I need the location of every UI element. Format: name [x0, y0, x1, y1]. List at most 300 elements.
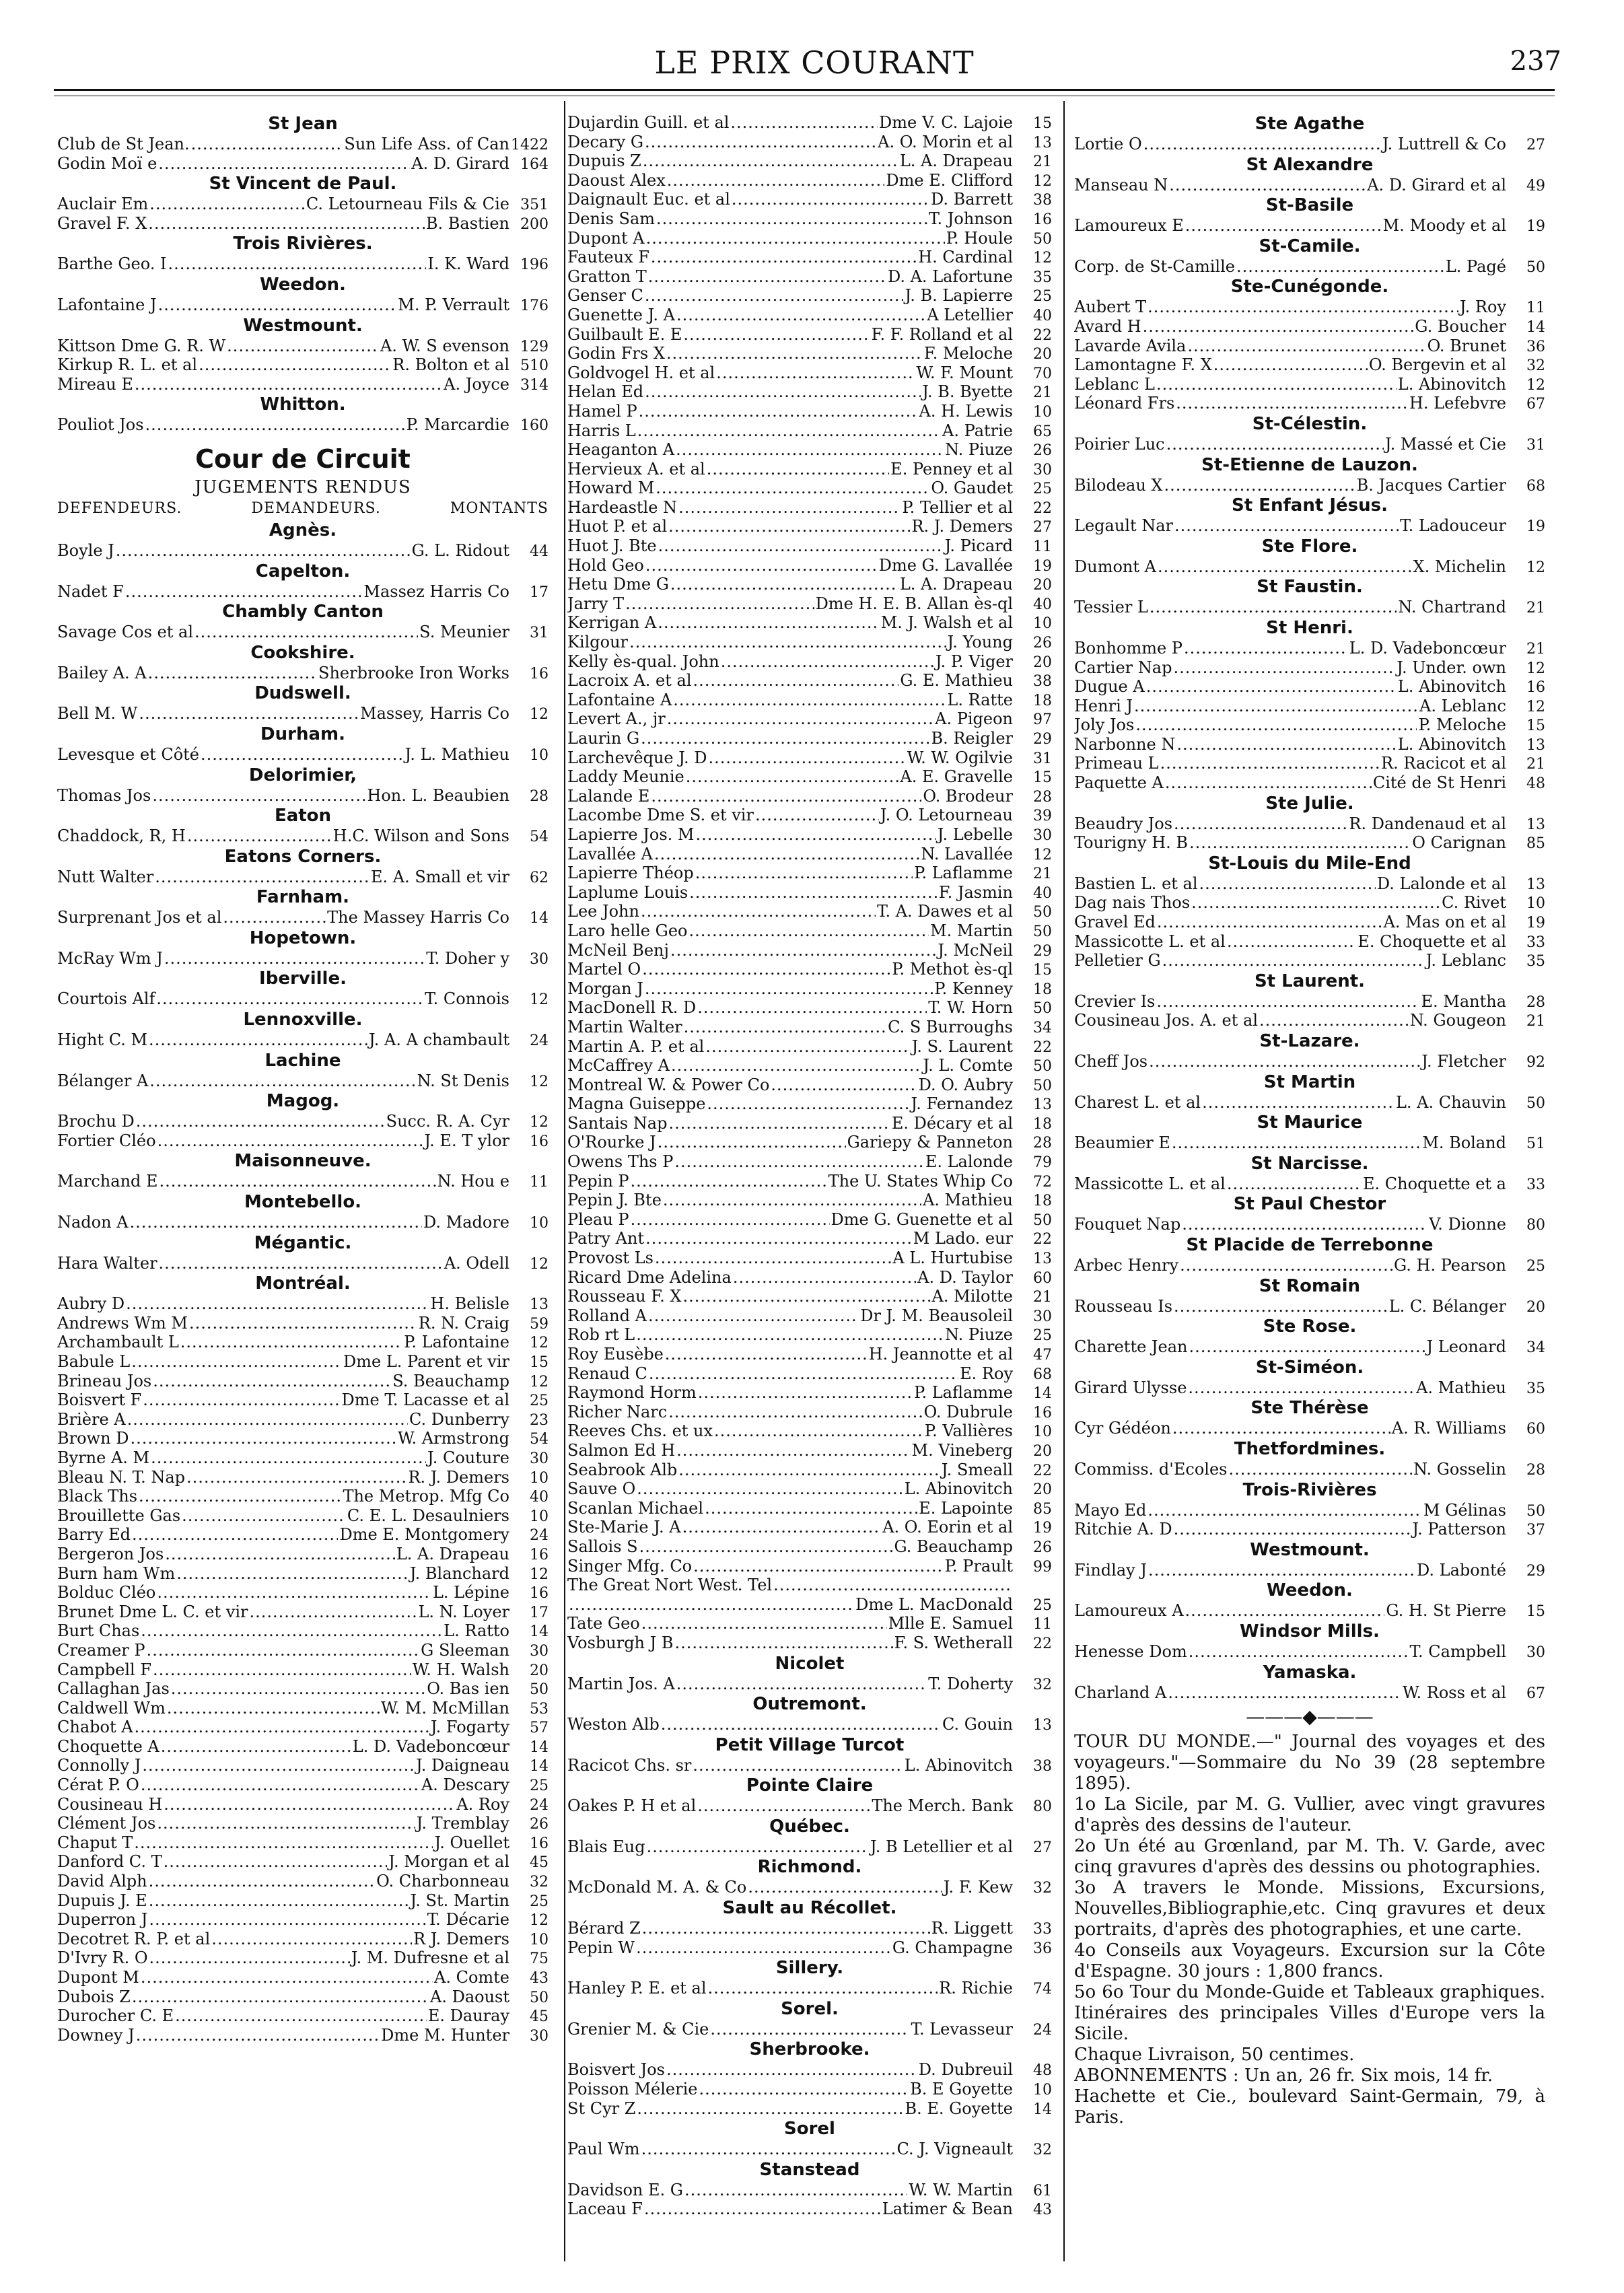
- judgment-entry: [567, 1114, 1052, 1133]
- plaintiff: L. Abinovitch: [904, 1755, 1013, 1775]
- defendant: Narbonne N: [1074, 734, 1176, 754]
- judgment-entry: [57, 1583, 549, 1602]
- judgment-entry: [567, 941, 1052, 960]
- plaintiff: C. E. L. Desaulniers: [347, 1506, 509, 1525]
- defendant: Brouillette Gas: [57, 1506, 181, 1525]
- amount: 17: [530, 1604, 549, 1621]
- judgment-entry: [567, 787, 1052, 806]
- amount: 200: [520, 215, 549, 233]
- leader-dots: [139, 1487, 341, 1506]
- amount: 38: [1033, 192, 1052, 209]
- leader-dots: [670, 575, 898, 594]
- judgment-entry: [57, 1213, 549, 1232]
- judgment-entry: [57, 1564, 549, 1584]
- amount: 10: [530, 1508, 549, 1525]
- plaintiff: J. A. A chambault: [369, 1030, 509, 1050]
- leader-dots: [1150, 598, 1397, 616]
- judgment-entry: [567, 1479, 1052, 1499]
- defendant: David Alph: [57, 1872, 147, 1891]
- amount: 176: [520, 297, 549, 314]
- plaintiff: N. Piuze: [945, 1325, 1013, 1345]
- judgment-entry: [1074, 1378, 1545, 1398]
- amount: 62: [530, 869, 549, 886]
- defendant: Lamoureux A: [1074, 1601, 1184, 1621]
- plaintiff: H. Cardinal: [918, 248, 1013, 267]
- judgment-entry: [57, 1679, 549, 1699]
- judgment-entry: [1074, 176, 1545, 195]
- leader-dots: [152, 786, 365, 805]
- defendant: Connolly J: [57, 1756, 141, 1775]
- plaintiff: O. Brodeur: [923, 786, 1013, 806]
- section-heading: Richmond.: [757, 1857, 862, 1878]
- plaintiff: The Merch. Bank: [872, 1796, 1013, 1816]
- section-heading: St-Lazare.: [1259, 1031, 1360, 1051]
- amount: 16: [1033, 211, 1052, 228]
- plaintiff: E. Choquette et a: [1363, 1174, 1506, 1193]
- judgment-entry: [57, 1833, 549, 1853]
- defendant: Morgan J: [567, 979, 643, 998]
- amount: 15: [530, 1354, 549, 1371]
- amount: 25: [1033, 481, 1052, 498]
- leader-dots: [676, 1674, 927, 1693]
- judgment-entry: [567, 1133, 1052, 1152]
- leader-dots: [668, 1114, 890, 1133]
- amount: 314: [520, 376, 549, 394]
- plaintiff: J. Luttrell & Co: [1382, 135, 1506, 153]
- amount: 50: [1033, 904, 1052, 921]
- leader-dots: [1259, 1011, 1409, 1030]
- leader-dots: [709, 748, 906, 767]
- plaintiff: N. St Denis: [417, 1071, 509, 1090]
- amount: 48: [1033, 2062, 1052, 2080]
- judgment-entry: [57, 1545, 549, 1564]
- plaintiff: A. D. Taylor: [917, 1267, 1013, 1287]
- judgment-entry: [567, 633, 1052, 652]
- judgment-entry: [567, 1460, 1052, 1480]
- plaintiff: M. J. Walsh et al: [880, 613, 1013, 633]
- leader-dots: [1185, 216, 1382, 235]
- defendant: Lamontagne F. X: [1074, 355, 1212, 375]
- leader-dots: [656, 479, 929, 497]
- defendant: Henri J: [1074, 696, 1133, 715]
- leader-dots: [182, 1506, 346, 1525]
- defendant: Nadon A: [57, 1213, 129, 1232]
- plaintiff: E. A. Small et vir: [370, 867, 509, 886]
- judgment-entry: [1074, 658, 1545, 678]
- judgment-entry: [567, 517, 1052, 536]
- leader-dots: [683, 325, 870, 344]
- defendant: Barry Ed: [57, 1525, 131, 1545]
- leader-dots: [223, 908, 326, 927]
- plaintiff: A. Milotte: [931, 1287, 1013, 1306]
- judgment-entry: [567, 1674, 1052, 1694]
- defendant: Caldwell Wm: [57, 1698, 166, 1718]
- defendant: McDonald M. A. & Co: [567, 1878, 747, 1897]
- judgment-entry: [57, 254, 549, 274]
- judgment-entry: [567, 998, 1052, 1018]
- leader-dots: [141, 1775, 420, 1794]
- judgment-entry: [567, 286, 1052, 306]
- plaintiff: C. Dunberry: [409, 1409, 509, 1429]
- amount: 21: [1033, 384, 1052, 402]
- judgment-entry: [1074, 394, 1545, 413]
- defendant: Bastien L. et al: [1074, 874, 1198, 893]
- judgment-entry: [567, 171, 1052, 190]
- section-heading: Ste Julie.: [1265, 793, 1354, 814]
- plaintiff: P. Lafontaine: [404, 1333, 509, 1352]
- section-heading: Eatons Corners.: [224, 846, 382, 867]
- plaintiff: J. L. Comte: [923, 1056, 1013, 1075]
- plaintiff: E. Choquette et al: [1357, 931, 1506, 951]
- leader-dots: [641, 902, 876, 921]
- leader-dots: [645, 979, 933, 998]
- leader-dots: [730, 113, 878, 132]
- leader-dots: [127, 1410, 408, 1429]
- amount: 20: [1033, 346, 1052, 363]
- amount: 13: [1033, 134, 1052, 151]
- leader-dots: [149, 1891, 409, 1910]
- defendant: Andrews Wm M: [57, 1313, 188, 1333]
- amount: 12: [1526, 698, 1545, 715]
- leader-dots: [153, 1660, 411, 1679]
- amount: 29: [1033, 942, 1052, 960]
- notice-paragraph: TOUR DU MONDE.—" Journal des voyages et des voyageurs."—Sommaire du No 39 (28 septembre 1895).: [1074, 1732, 1545, 1794]
- leader-dots: [227, 337, 379, 355]
- judgment-entry: [57, 908, 549, 927]
- section-heading: Ste-Cunégonde.: [1230, 277, 1389, 297]
- judgment-entry: [567, 1878, 1052, 1897]
- amount: 50: [1033, 1000, 1052, 1018]
- leader-dots: [748, 1878, 942, 1897]
- judgment-entry: [57, 1468, 549, 1487]
- judgment-entry: [567, 1837, 1052, 1857]
- amount: 10: [530, 1215, 549, 1232]
- defendant: Ste-Marie J. A: [567, 1518, 681, 1537]
- defendant: Pouliot Jos: [57, 415, 144, 435]
- plaintiff: T. Décarie: [427, 1910, 509, 1930]
- plaintiff: F. S. Wetherall: [894, 1633, 1013, 1652]
- leader-dots: [1173, 658, 1395, 677]
- amount: 12: [1526, 559, 1545, 576]
- plaintiff: A. D. Girard et al: [1367, 175, 1506, 195]
- plaintiff: G. Boucher: [1415, 316, 1506, 336]
- leader-dots: [655, 1248, 891, 1267]
- leader-dots: [130, 1213, 422, 1232]
- defendant: Creamer P: [57, 1640, 145, 1660]
- amount: 31: [530, 625, 549, 642]
- leader-dots: [1168, 1683, 1401, 1702]
- amount: 1422: [511, 137, 549, 153]
- section-heading: Agnès.: [269, 520, 337, 540]
- leader-dots: [642, 960, 890, 979]
- amount: 28: [1033, 1135, 1052, 1152]
- amount: 74: [1033, 1981, 1052, 1998]
- plaintiff: Dme G. Guenette et al: [831, 1209, 1013, 1229]
- plaintiff: P. Kenney: [934, 979, 1013, 998]
- defendant: Byrne A. M: [57, 1448, 150, 1467]
- plaintiff: J. S. Laurent: [911, 1036, 1013, 1056]
- plaintiff: V. Dionne: [1429, 1215, 1506, 1234]
- defendant: Dupuis Z: [567, 151, 641, 171]
- defendant: Bérard Z: [567, 1919, 641, 1938]
- judgment-entry: [567, 767, 1052, 787]
- defendant: Lavarde Avila: [1074, 336, 1187, 355]
- leader-dots: [1174, 516, 1399, 535]
- plaintiff: Massez Harris Co: [363, 581, 509, 601]
- judgment-entry: [57, 1872, 549, 1891]
- leader-dots: [145, 415, 405, 434]
- judgment-entry: [567, 1345, 1052, 1364]
- defendant: Larchevêque J. D: [567, 748, 707, 767]
- leader-dots: [1174, 814, 1347, 833]
- judgment-entry: [57, 1410, 549, 1430]
- section-heading: Montréal.: [255, 1273, 351, 1294]
- notice-paragraph: 5o 6o Tour du Monde-Guide et Tableaux graphiques. Itinéraires des principales Villes d'Europe vers la Sicile.: [1074, 1982, 1545, 2045]
- section-heading: Farnham.: [256, 887, 350, 908]
- judgment-entry: [567, 729, 1052, 748]
- section-heading: Montebello.: [244, 1192, 362, 1213]
- leader-dots: [670, 941, 936, 960]
- plaintiff: C. J. Vigneault: [896, 2140, 1013, 2159]
- amount: 16: [530, 1585, 549, 1602]
- defendant: Weston Alb: [567, 1715, 660, 1734]
- judgment-entry: [567, 1018, 1052, 1037]
- defendant: Choquette A: [57, 1736, 160, 1756]
- amount: 50: [1526, 1094, 1545, 1112]
- plaintiff: L. Abinovitch: [1397, 677, 1506, 697]
- leader-dots: [1158, 557, 1412, 576]
- judgment-entry: [567, 921, 1052, 941]
- header-montants: MONTANTS: [450, 499, 549, 517]
- section-heading: Whitton.: [260, 394, 346, 415]
- amount: 34: [1526, 1339, 1545, 1357]
- defendant: Decary G: [567, 132, 644, 151]
- judgment-entry: [57, 1930, 549, 1949]
- amount: 27: [1033, 519, 1052, 536]
- amount: 80: [1526, 1217, 1545, 1234]
- amount: 25: [530, 1893, 549, 1910]
- defendant: Guilbault E. E: [567, 324, 682, 344]
- leader-dots: [1227, 932, 1356, 951]
- defendant: Fouquet Nap: [1074, 1215, 1181, 1234]
- section-heading: St-Célestin.: [1252, 413, 1368, 434]
- leader-dots: [157, 1814, 415, 1833]
- amount: 351: [520, 197, 549, 214]
- section-heading: St Jean: [268, 114, 338, 134]
- defendant: Crevier Is: [1074, 991, 1156, 1011]
- judgment-entry: [57, 989, 549, 1009]
- section-heading: St Narcisse.: [1250, 1153, 1369, 1174]
- plaintiff: A. D. Girard: [411, 153, 509, 173]
- judgment-entry: [567, 709, 1052, 729]
- amount: 12: [530, 1565, 549, 1583]
- defendant: Léonard Frs: [1074, 394, 1175, 413]
- judgment-entry: [1074, 1683, 1545, 1703]
- section-heading: Cookshire.: [250, 642, 355, 663]
- judgment-entry: [1074, 773, 1545, 793]
- defendant: Ritchie A. D: [1074, 1520, 1172, 1539]
- judgment-entry: [57, 2006, 549, 2026]
- amount: 22: [1033, 1635, 1052, 1652]
- leader-dots: [693, 1756, 903, 1775]
- defendant: Beaumier E: [1074, 1133, 1170, 1153]
- leader-dots: [156, 989, 423, 1008]
- amount: 65: [1033, 423, 1052, 440]
- leader-dots: [130, 1429, 396, 1448]
- amount: 16: [530, 1133, 549, 1150]
- amount: 23: [530, 1411, 549, 1429]
- plaintiff: G. L. Ridout: [411, 540, 509, 560]
- judgment-entry: [1074, 697, 1545, 716]
- defendant: Bonhomme P: [1074, 638, 1182, 658]
- amount: 32: [1033, 1880, 1052, 1897]
- amount: 11: [1033, 538, 1052, 556]
- leader-dots: [666, 2060, 917, 2079]
- amount: 25: [1526, 1257, 1545, 1275]
- judgment-entry: [57, 415, 549, 435]
- leader-dots: [139, 704, 359, 723]
- leader-dots: [1148, 297, 1458, 316]
- section-heading: Sherbrooke.: [749, 2039, 870, 2060]
- section-heading: St Romain: [1259, 1275, 1361, 1296]
- judgment-entry: [57, 1071, 549, 1091]
- defendant: Surprenant Jos et al: [57, 908, 222, 927]
- judgment-entry: [567, 1056, 1052, 1075]
- judgment-entry: [567, 671, 1052, 691]
- judgment-entry: [57, 1506, 549, 1526]
- judgment-entry: [567, 1191, 1052, 1210]
- amount: 30: [1033, 826, 1052, 844]
- defendant: Kirkup R. L. et al: [57, 355, 198, 375]
- plaintiff: Dme M. Hunter: [381, 2025, 509, 2045]
- judgment-entry: [567, 2080, 1052, 2099]
- amount: 32: [1526, 357, 1545, 375]
- section-heading: Westmount.: [243, 315, 363, 336]
- plaintiff: J. Fletcher: [1421, 1052, 1506, 1071]
- plaintiff: Succ. R. A. Cyr: [386, 1112, 509, 1131]
- section-heading: St Laurent.: [1254, 971, 1366, 991]
- amount: 14: [1033, 2101, 1052, 2118]
- amount: 72: [1033, 1173, 1052, 1191]
- plaintiff: H.C. Wilson and Sons: [332, 826, 509, 846]
- leader-dots: [686, 767, 899, 786]
- plaintiff: M. Vineberg: [911, 1440, 1013, 1460]
- leader-dots: [1185, 1601, 1385, 1620]
- leader-dots: [676, 440, 944, 459]
- judgment-entry: [567, 1037, 1052, 1057]
- amount: 10: [1033, 1423, 1052, 1441]
- plaintiff: A. O. Eorin et al: [882, 1518, 1013, 1537]
- defendant: Bergeron Jos: [57, 1544, 164, 1563]
- defendant: Pepin P: [567, 1171, 629, 1191]
- defendant: Aubert T: [1074, 297, 1147, 317]
- defendant: Fauteux F: [567, 248, 649, 267]
- leader-dots: [116, 541, 411, 560]
- amount: 13: [1526, 736, 1545, 754]
- leader-dots: [637, 421, 941, 440]
- defendant: Fortier Cléo: [57, 1131, 156, 1150]
- leader-dots: [1166, 435, 1384, 454]
- plaintiff: J. B. Byette: [922, 382, 1013, 402]
- amount: 25: [1033, 1596, 1052, 1614]
- leader-dots: [644, 2199, 881, 2218]
- defendant: Helan Ed: [567, 382, 644, 402]
- plaintiff: J. Fogarty: [430, 1718, 509, 1737]
- amount: 35: [1526, 1380, 1545, 1397]
- plaintiff: Sun Life Ass. of Can: [344, 135, 509, 153]
- defendant: Burt Chas: [57, 1621, 140, 1641]
- amount: 17: [530, 584, 549, 601]
- plaintiff: T. Ladouceur: [1400, 516, 1506, 536]
- amount: 68: [1033, 1366, 1052, 1383]
- plaintiff: A. O. Morin et al: [878, 132, 1013, 151]
- amount: 510: [520, 357, 549, 375]
- judgment-entry: [567, 479, 1052, 498]
- plaintiff: C. S Burroughs: [888, 1017, 1013, 1036]
- defendant: Hold Geo: [567, 555, 644, 575]
- section-heading: Ste Rose.: [1263, 1316, 1357, 1337]
- leader-dots: [674, 1152, 923, 1171]
- ornament-divider: ———◆———: [1246, 1705, 1374, 1728]
- leader-dots: [1180, 1256, 1392, 1275]
- amount: 164: [520, 155, 549, 173]
- plaintiff: J. L. Mathieu: [404, 744, 509, 764]
- judgment-entry: [1074, 1093, 1545, 1113]
- leader-dots: [707, 1094, 909, 1113]
- leader-dots: [158, 295, 397, 314]
- amount: 13: [530, 1296, 549, 1314]
- plaintiff: R. Dandenaud et al: [1349, 814, 1506, 833]
- leader-dots: [645, 1229, 912, 1248]
- leader-dots: [695, 825, 935, 844]
- plaintiff: A. Odell: [444, 1253, 509, 1273]
- defendant: Lamoureux E: [1074, 216, 1184, 236]
- plaintiff: E. Mantha: [1421, 991, 1506, 1011]
- defendant: Findlay J: [1074, 1560, 1147, 1580]
- section-heading: Mégantic.: [254, 1232, 352, 1253]
- defendant: McRay Wm J: [57, 948, 163, 968]
- leader-dots: [637, 1479, 903, 1498]
- defendant: MacDonell R. D: [567, 998, 697, 1018]
- leader-dots: [708, 1979, 938, 1998]
- judgment-entry: [567, 382, 1052, 402]
- amount: 50: [530, 1989, 549, 2006]
- judgment-entry: [567, 2140, 1052, 2159]
- leader-dots: [636, 1938, 891, 1957]
- page-header: [54, 40, 1575, 81]
- judgment-entry: [57, 295, 549, 315]
- amount: 49: [1526, 177, 1545, 195]
- amount: 19: [1033, 1520, 1052, 1537]
- leader-dots: [649, 1364, 958, 1383]
- defendant: Nutt Walter: [57, 867, 154, 886]
- amount: 53: [530, 1700, 549, 1718]
- amount: 67: [1526, 1685, 1545, 1702]
- defendant: Rolland A: [567, 1306, 647, 1325]
- judgment-entry: [1074, 516, 1545, 536]
- plaintiff: Mlle E. Samuel: [888, 1614, 1013, 1633]
- leader-dots: [1184, 639, 1348, 658]
- judgment-entry: [57, 1621, 549, 1641]
- judgment-entry: [57, 1172, 549, 1191]
- plaintiff: J. Massé et Cie: [1384, 434, 1506, 454]
- plaintiff: O. Gaudet: [931, 479, 1013, 498]
- leader-dots: [663, 1191, 921, 1209]
- judgment-entry: [567, 440, 1052, 460]
- plaintiff: P. Prault: [944, 1556, 1013, 1576]
- defendant: Brunet Dme L. C. et vir: [57, 1602, 248, 1621]
- plaintiff: Hon. L. Beaubien: [367, 785, 509, 805]
